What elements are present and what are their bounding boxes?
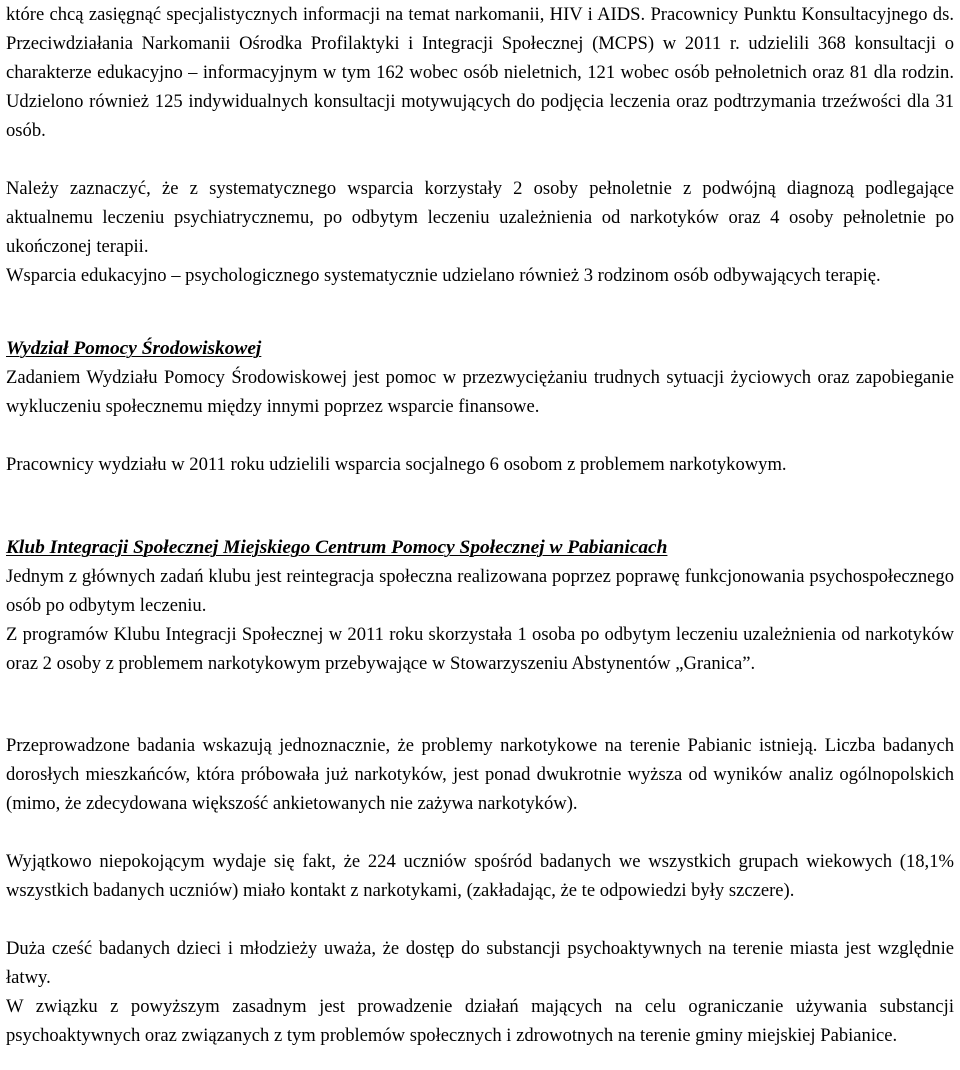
paragraph-reintegracja: Jednym z głównych zadań klubu jest reintegracja społeczna realizowana poprzez poprawę funkcjonowania psychospołecznego osób po odbytym leczeniu. [6,566,954,616]
paragraph-wsparcie-rodzin: Wsparcia edukacyjno – psychologicznego systematycznie udzielano również 3 rodzinom osób odbywających terapię. [6,265,881,286]
paragraph-zasadnosc-dzialan: W związku z powyższym zasadnym jest prowadzenie działań mających na celu ograniczanie używania substancji psychoaktywnych oraz związanych z tym problemów społecznych i zdrowotnych na terenie gminy miejskiej Pabianice. [6,996,954,1046]
section-heading-klub-integracji: Klub Integracji Społecznej Miejskiego Centrum Pomocy Społecznej w Pabianicach [6,537,668,558]
paragraph-punkt-konsultacyjny: które chcą zasięgnąć specjalistycznych informacji na temat narkomanii, HIV i AIDS. Pracownicy Punktu Konsultacyjnego ds. Przeciwdziałania Narkomanii Ośrodka Profilaktyki i Integracji Społecznej (MCPS) w 2011 r. udzielili 368 konsultacji o charakterze edukacyjno – informacyjnym w tym 162 wobec osób nieletnich, 121 wobec osób pełnoletnich oraz 81 dla rodzin. Udzielono również 125 indywidualnych konsultacji motywujących do podjęcia leczenia oraz podtrzymania trzeźwości dla 31 osób. [6,4,954,141]
paragraph-zadaniem-wydzialu: Zadaniem Wydziału Pomocy Środowiskowej jest pomoc w przezwyciężaniu trudnych sytuacji życiowych oraz zapobieganie wykluczeniu społecznemu między innymi poprzez wsparcie finansowe. [6,367,954,417]
paragraph-badania: Przeprowadzone badania wskazują jednoznacznie, że problemy narkotykowe na terenie Pabianic istnieją. Liczba badanych dorosłych mieszkańców, która próbowała już narkotyków, jest ponad dwukrotnie wyższa od wyników analiz ogólnopolskich (mimo, że zdecydowana większość ankietowanych nie zażywa narkotyków). [6,735,954,814]
paragraph-dostep-substancji: Duża cześć badanych dzieci i młodzieży uważa, że dostęp do substancji psychoaktywnych na terenie miasta jest względnie łatwy. [6,938,954,988]
paragraph-podwojna-diagnoza: Należy zaznaczyć, że z systematycznego wsparcia korzystały 2 osoby pełnoletnie z podwójną diagnozą podlegające aktualnemu leczeniu psychiatrycznemu, po odbytym leczeniu uzależnienia od narkotyków oraz 4 osoby pełnoletnie po ukończonej terapii. [6,178,954,257]
section-heading-wydzial-pomocy: Wydział Pomocy Środowiskowej [6,338,262,359]
paragraph-programy-klubu: Z programów Klubu Integracji Społecznej w 2011 roku skorzystała 1 osoba po odbytym leczeniu uzależnienia od narkotyków oraz 2 osoby z problemem narkotykowym przebywające w Stowarzyszeniu Abstynentów „Granica”. [6,624,954,674]
paragraph-224-uczniow: Wyjątkowo niepokojącym wydaje się fakt, że 224 uczniów spośród badanych we wszystkich grupach wiekowych (18,1% wszystkich badanych uczniów) miało kontakt z narkotykami, (zakładając, że te odpowiedzi były szczere). [6,851,954,901]
paragraph-wsparcie-socjalne: Pracownicy wydziału w 2011 roku udzielili wsparcia socjalnego 6 osobom z problemem narkotykowym. [6,454,787,475]
